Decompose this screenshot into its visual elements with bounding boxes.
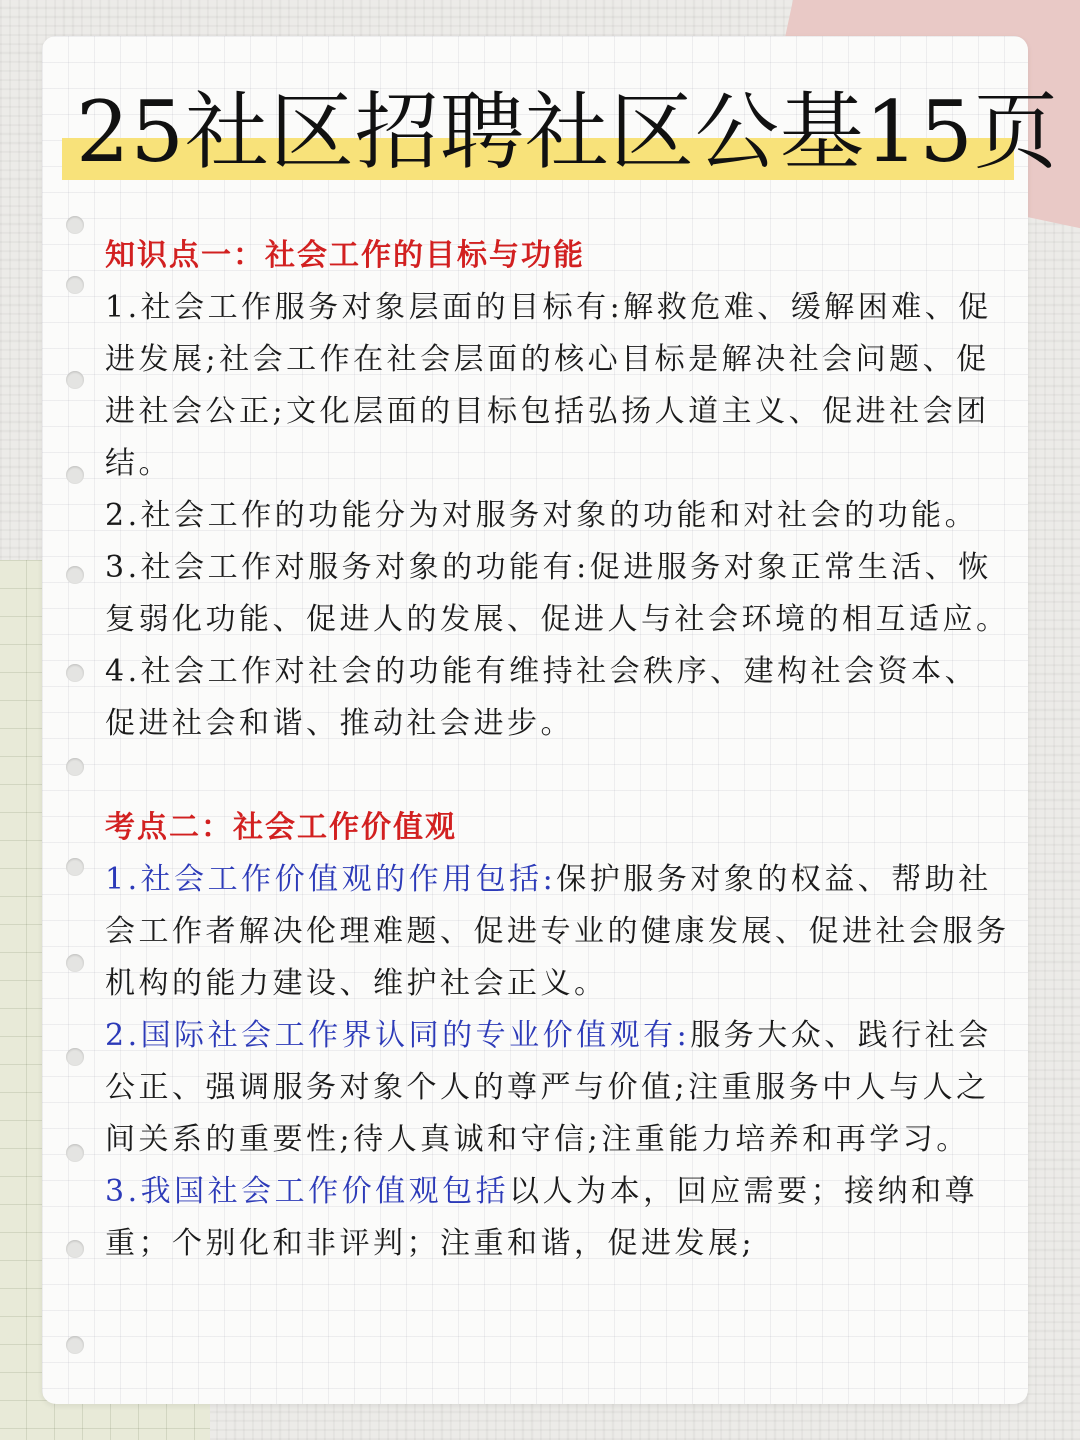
section-heading: 考点二：社会工作价值观	[105, 810, 457, 845]
title-area	[62, 72, 1059, 202]
item-lead: 1.社会工作价值观的作用包括:	[105, 862, 557, 897]
section-spacer	[105, 750, 1010, 802]
binder-hole	[66, 758, 84, 776]
item-text: 服务大众、践行社会公正、强调服务对象个人的尊严与价值;注重服务中人与人之间关系的重要性;待人真诚和守信;注重能力培养和再学习。	[105, 1018, 992, 1157]
item-text: 以人为本，回应需要；接纳和尊重；个别化和非评判；注重和谐，促进发展;	[105, 1174, 979, 1261]
item-text: 保护服务对象的权益、帮助社会工作者解决伦理难题、促进专业的健康发展、促进社会服务机构的能力建设、维护社会正义。	[105, 862, 1010, 1001]
binder-hole	[66, 858, 84, 876]
section-heading: 知识点一：社会工作的目标与功能	[105, 238, 585, 273]
binder-hole	[66, 566, 84, 584]
binder-hole	[66, 1144, 84, 1162]
binder-hole	[66, 1048, 84, 1066]
content	[105, 230, 1010, 1270]
section-goals-functions	[105, 230, 1010, 750]
section-values	[105, 802, 1010, 1270]
knowledge-item: 3.社会工作对服务对象的功能有:促进服务对象正常生活、恢复弱化功能、促进人的发展、促进人与社会环境的相互适应。	[105, 550, 1010, 637]
knowledge-item: 2.社会工作的功能分为对服务对象的功能和对社会的功能。	[105, 498, 979, 533]
knowledge-item: 1.社会工作服务对象层面的目标有:解救危难、缓解困难、促进发展;社会工作在社会层面的核心目标是解决社会问题、促进社会公正;文化层面的目标包括弘扬人道主义、促进社会团结。	[105, 290, 992, 481]
knowledge-item	[105, 1010, 1010, 1166]
binder-hole	[66, 1240, 84, 1258]
knowledge-item	[105, 1166, 1010, 1270]
binder-hole	[66, 276, 84, 294]
page-title: 25社区招聘社区公基15页	[76, 83, 1059, 181]
item-lead: 2.国际社会工作界认同的专业价值观有:	[105, 1018, 691, 1053]
knowledge-item	[105, 854, 1010, 1010]
item-lead: 3.我国社会工作价值观包括	[105, 1174, 510, 1209]
binder-hole	[66, 954, 84, 972]
binder-hole	[66, 466, 84, 484]
knowledge-item: 4.社会工作对社会的功能有维持社会秩序、建构社会资本、促进社会和谐、推动社会进步。	[105, 654, 979, 741]
binder-hole	[66, 664, 84, 682]
binder-hole	[66, 371, 84, 389]
binder-hole	[66, 1336, 84, 1354]
binder-hole	[66, 216, 84, 234]
